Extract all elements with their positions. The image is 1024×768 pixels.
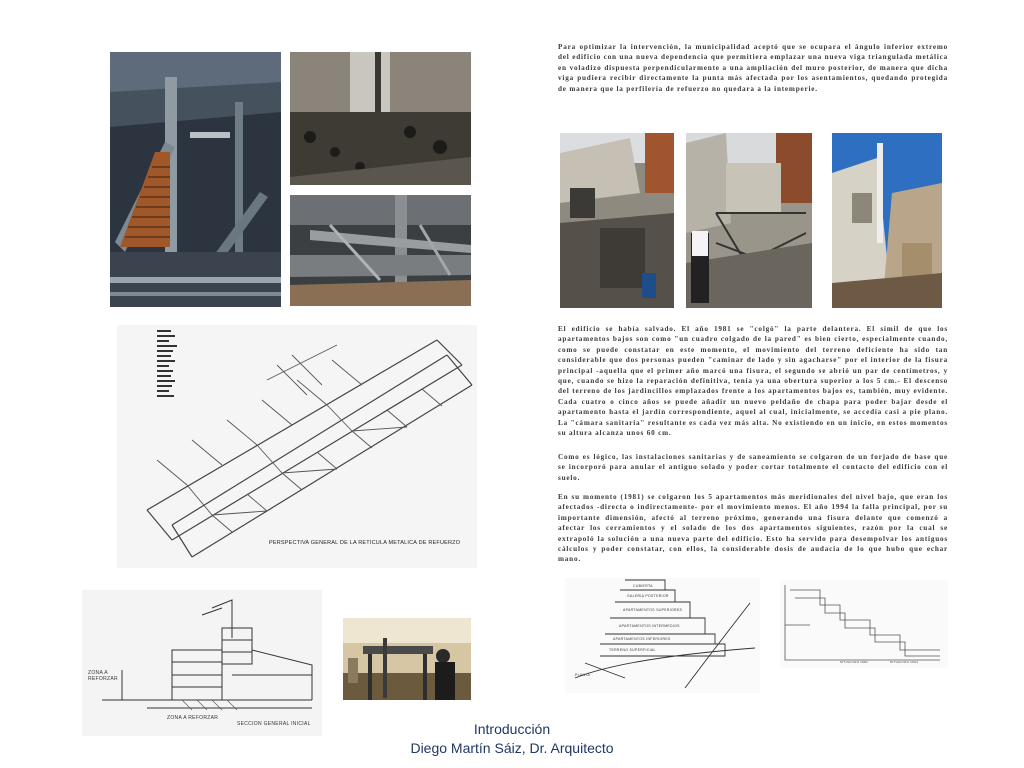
layer-label-4: APARTAMENTOS INFERIORES [613,637,671,641]
layer-label-2: APARTAMENTOS SUPERIORES [623,608,683,612]
photo-foundation-beams [290,195,471,306]
footer-author: Diego Martín Sáiz, Dr. Arquitecto [410,740,614,756]
photo-steel-frame [686,133,812,308]
photo-interior-staircase [110,52,281,307]
paragraph-2: Como es lógico, las instalaciones sanitarias y de saneamiento se colgaron de un forjado de base que se incorporó para anular el antiguo solado y poder cortar totalmente el contacto del edificio con el suelo. [558,453,948,482]
photo-workers [343,618,471,700]
zona-reforzar-label: ZONA A REFORZAR [88,670,118,682]
sketch-label-1: SITUACION 1994 [890,660,919,664]
zona-reforzar-bottom-label: ZONA A REFORZAR [167,715,219,721]
paragraph-3: En su momento (1981) se colgaron los 5 apartamentos más meridionales del nivel bajo, que eran los afectados -directa o indirectamente- por el movimiento menos. El año 1994 la falla principal, por su importante dimensión, afectó al terreno próximo, generando una fisura delante que comenzó a afectar los cerramientos y el solado de los dos apartamentos siguientes, razón por la cual se extrapoló la solución a una nueva parte del edificio. Esto ha servido para desempolvar los antiguos cálculos y poder constatar, con ellos, la considerable dosis de audacia de lo que hubo que echar mano. [558,493,948,564]
layers-diagram [565,578,760,693]
intro-paragraph: Para optimizar la intervención, la municipalidad aceptó que se ocupara el ángulo inferior extremo del edificio con una nueva dependencia que permitiera emplazar una nueva viga triangulada metálica en voladizo dispuesta perpendicularmente a una ampliación del muro posterior, de manera que dicha viga pudiera recibir directamente la punta más afectada por los asentamientos, quedando protegida de manera que la perfilería de refuerzo no quedara a la intemperie. [558,43,948,93]
layer-label-3: APARTAMENTOS INTERMEDIOS [619,624,680,628]
layer-label-1: GALERIA POSTERIOR [627,594,669,598]
paragraph-1: El edificio se había salvado. El año 1981 se "colgó" la parte delantera. El símil de que los apartamentos bajos son como "un cuadro colgado de la pared" es bien cierto, especialmente cuando, como se puede constatar en este momento, el movimiento del terreno deficiente ha sido tan considerable que dos personas pueden "caminar de lado y sin agacharse" por el interior de la fisura principal -aquella que el primer año marcó una fisura, el segundo se abrió un par de centímetros, y que, cuando se hizo la reparación definitiva, tenía ya una obertura superior a los 5 cm.- El descenso del terreno de los jardincillos emplazados frente a los apartamentos bajos es, también, muy evidente. Cada cuatro o cinco años se puede añadir un nuevo peldaño de chapa para poder bajar desde el apartamento hasta el jardín correspondiente, aquel al cual, inicialmente, se accedía casi a pie plano. La "cámara sanitaria" resultante es cada vez más alta. No existiendo en un inicio, en estos momentos su altura alcanza unos 60 cm. [558,325,948,438]
photo-facade-sky [832,133,942,308]
layer-label-5: TERRENO SUPERFICIAL [609,648,656,652]
sketch-diagram [780,580,948,668]
perspective-caption: PERSPECTIVA GENERAL DE LA RETICULA METALICA DE REFUERZO [269,540,461,546]
layer-label-0: CUBIERTA [633,584,653,588]
planta-label: PLANTA [575,673,591,677]
seccion-label: SECCION GENERAL INICIAL [237,721,311,727]
photo-pipe-excavation [290,52,471,185]
footer-title: Introducción [473,721,551,737]
perspective-drawing [117,325,477,568]
section-drawing [82,590,322,736]
sketch-label-0: SITUACION 1981 [840,660,869,664]
photo-exterior-excavation [560,133,674,308]
